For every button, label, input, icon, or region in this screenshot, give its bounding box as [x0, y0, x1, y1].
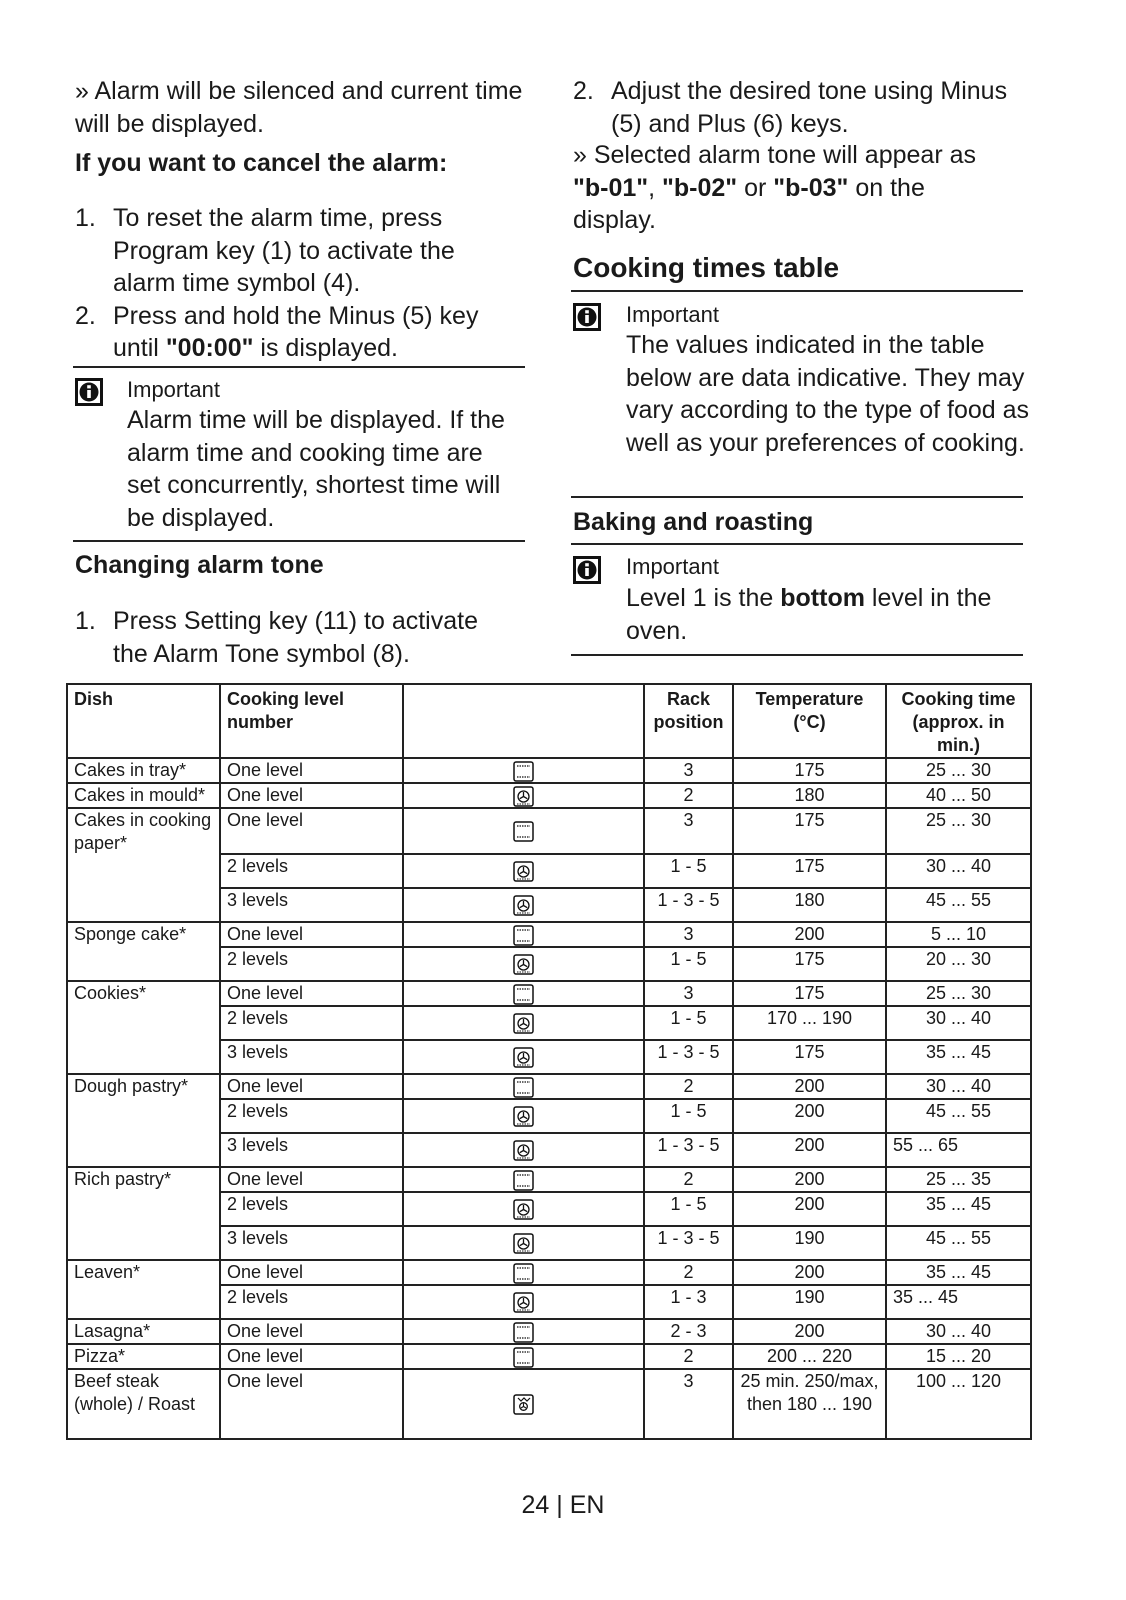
important-note-text: Alarm time will be displayed. If the alarm time and cooking time are set concurrently, shortest time will be displayed. — [127, 406, 505, 532]
heating-mode-cell — [403, 1074, 644, 1099]
rack-position-cell: 2 — [644, 1344, 733, 1369]
cooking-time-cell: 40 ... 50 — [886, 783, 1031, 808]
temperature-cell: 25 min. 250/max, then 180 ... 190 — [733, 1369, 886, 1439]
table-row — [67, 1319, 1031, 1344]
dish-cell: Cookies* — [67, 981, 220, 1074]
temperature-cell: 200 — [733, 1319, 886, 1344]
rack-position-cell: 1 - 3 - 5 — [644, 1133, 733, 1167]
cooking-level-cell: 2 levels — [220, 947, 403, 981]
cooking-times-table — [66, 683, 1032, 1440]
temperature-cell: 175 — [733, 758, 886, 783]
heating-mode-cell — [403, 1133, 644, 1167]
table-body — [67, 758, 1031, 1439]
temperature-cell: 180 — [733, 888, 886, 922]
rack-position-cell: 2 — [644, 1074, 733, 1099]
heating-mode-cell — [403, 1167, 644, 1192]
cooking-time-cell: 35 ... 45 — [886, 1040, 1031, 1074]
divider — [571, 290, 1023, 292]
rack-position-cell: 1 - 3 - 5 — [644, 888, 733, 922]
rack-position-cell: 2 - 3 — [644, 1319, 733, 1344]
heating-mode-cell — [403, 947, 644, 981]
temperature-cell: 200 — [733, 1167, 886, 1192]
fan-heating-icon — [513, 786, 534, 807]
fan-heating-icon — [513, 1233, 534, 1254]
dish-cell: Rich pastry* — [67, 1167, 220, 1260]
static-heating-icon — [513, 1322, 534, 1343]
cooking-level-cell: 2 levels — [220, 1099, 403, 1133]
cooking-time-cell: 55 ... 65 — [886, 1133, 1031, 1167]
static-heating-icon — [513, 925, 534, 946]
cooking-level-cell: 2 levels — [220, 1192, 403, 1226]
cooking-level-cell: 3 levels — [220, 888, 403, 922]
fan-heating-icon — [513, 1047, 534, 1068]
heating-mode-cell — [403, 1319, 644, 1344]
cooking-level-cell: One level — [220, 758, 403, 783]
cooking-level-cell: 2 levels — [220, 1285, 403, 1319]
rack-position-cell: 1 - 3 - 5 — [644, 1226, 733, 1260]
temperature-cell: 200 — [733, 1133, 886, 1167]
cooking-level-cell: 3 levels — [220, 1133, 403, 1167]
cooking-time-cell: 20 ... 30 — [886, 947, 1031, 981]
fan-heating-icon — [513, 1140, 534, 1161]
heating-mode-cell — [403, 1260, 644, 1285]
divider — [571, 654, 1023, 656]
cancel-alarm-heading: If you want to cancel the alarm: — [75, 149, 448, 177]
static-heating-icon — [513, 1077, 534, 1098]
heating-mode-cell — [403, 1369, 644, 1439]
cooking-time-cell: 30 ... 40 — [886, 1319, 1031, 1344]
cooking-level-cell: One level — [220, 1074, 403, 1099]
table-row — [67, 981, 1031, 1006]
rack-position-cell: 3 — [644, 1369, 733, 1439]
heating-mode-cell — [403, 1285, 644, 1319]
heating-mode-cell — [403, 888, 644, 922]
rack-position-cell: 3 — [644, 981, 733, 1006]
header-icon-col — [403, 684, 644, 758]
dish-cell: Pizza* — [67, 1344, 220, 1369]
heating-mode-cell — [403, 981, 644, 1006]
static-heating-icon — [513, 1170, 534, 1191]
rack-position-cell: 1 - 3 — [644, 1285, 733, 1319]
cooking-level-cell: 3 levels — [220, 1226, 403, 1260]
heating-mode-cell — [403, 1099, 644, 1133]
selected-tone-text: » Selected alarm tone will appear as "b-01", "b-02" or "b-03" on the display. — [573, 141, 977, 234]
static-heating-icon — [513, 821, 534, 842]
cooking-time-cell: 30 ... 40 — [886, 854, 1031, 888]
cooking-level-cell: One level — [220, 1260, 403, 1285]
cooking-time-cell: 45 ... 55 — [886, 1226, 1031, 1260]
temperature-cell: 200 — [733, 1099, 886, 1133]
divider — [571, 543, 1023, 545]
temperature-cell: 170 ... 190 — [733, 1006, 886, 1040]
rack-position-cell: 1 - 3 - 5 — [644, 1040, 733, 1074]
rack-position-cell: 3 — [644, 808, 733, 854]
cooking-level-cell: One level — [220, 1167, 403, 1192]
cooking-time-cell: 35 ... 45 — [886, 1192, 1031, 1226]
cooking-level-cell: One level — [220, 981, 403, 1006]
cooking-time-cell: 30 ... 40 — [886, 1006, 1031, 1040]
static-heating-icon — [513, 1263, 534, 1284]
table-row — [67, 922, 1031, 947]
cooking-time-cell: 25 ... 30 — [886, 758, 1031, 783]
table-row — [67, 1074, 1031, 1099]
dish-cell: Cakes in tray* — [67, 758, 220, 783]
heating-mode-cell — [403, 1226, 644, 1260]
header-cooking-level: Cooking level number — [220, 684, 403, 758]
temperature-cell: 180 — [733, 783, 886, 808]
baking-roasting-heading: Baking and roasting — [573, 508, 814, 536]
temperature-cell: 175 — [733, 1040, 886, 1074]
heating-mode-cell — [403, 783, 644, 808]
info-icon — [573, 303, 601, 331]
important-label: Important — [626, 554, 719, 579]
cooking-level-cell: 2 levels — [220, 854, 403, 888]
cancel-steps-list — [75, 202, 515, 365]
table-row — [67, 808, 1031, 854]
temperature-cell: 175 — [733, 981, 886, 1006]
heating-mode-cell — [403, 1006, 644, 1040]
temperature-cell: 200 — [733, 922, 886, 947]
important-label: Important — [127, 377, 220, 402]
static-heating-icon — [513, 1347, 534, 1368]
cancel-step-1: 1. To reset the alarm time, press Program key (1) to activate the alarm time symbol (4). — [75, 204, 455, 297]
header-dish: Dish — [67, 684, 220, 758]
dish-cell: Cakes in cooking paper* — [67, 808, 220, 922]
cooking-time-cell: 30 ... 40 — [886, 1074, 1031, 1099]
rack-position-cell: 2 — [644, 1260, 733, 1285]
cooking-level-cell: 2 levels — [220, 1006, 403, 1040]
temperature-cell: 175 — [733, 808, 886, 854]
divider — [73, 366, 525, 368]
heating-mode-cell — [403, 922, 644, 947]
important-label: Important — [626, 302, 719, 327]
rack-position-cell: 1 - 5 — [644, 1192, 733, 1226]
static-heating-icon — [513, 761, 534, 782]
cooking-time-cell: 100 ... 120 — [886, 1369, 1031, 1439]
rack-position-cell: 1 - 5 — [644, 1099, 733, 1133]
important-values-text: The values indicated in the table below are data indicative. They may vary according to the type of food as well as your preferences of cooking. — [626, 331, 1030, 457]
fan-heating-icon — [513, 895, 534, 916]
info-icon — [573, 556, 601, 584]
rack-position-cell: 2 — [644, 783, 733, 808]
dish-cell: Beef steak (whole) / Roast — [67, 1369, 220, 1439]
cooking-time-cell: 15 ... 20 — [886, 1344, 1031, 1369]
cooking-level-cell: One level — [220, 1319, 403, 1344]
temperature-cell: 175 — [733, 854, 886, 888]
heating-mode-cell — [403, 1344, 644, 1369]
cooking-time-cell: 45 ... 55 — [886, 888, 1031, 922]
dish-cell: Lasagna* — [67, 1319, 220, 1344]
rack-position-cell: 1 - 5 — [644, 947, 733, 981]
level-bottom-text: Level 1 is the bottom level in the oven. — [626, 584, 992, 645]
fan-heating-icon — [513, 1292, 534, 1313]
cooking-time-cell: 35 ... 45 — [886, 1285, 1031, 1319]
temperature-cell: 200 — [733, 1260, 886, 1285]
dish-cell: Sponge cake* — [67, 922, 220, 981]
temperature-cell: 200 — [733, 1074, 886, 1099]
cooking-time-cell: 45 ... 55 — [886, 1099, 1031, 1133]
cooking-level-cell: One level — [220, 808, 403, 854]
heating-mode-cell — [403, 758, 644, 783]
cooking-level-cell: One level — [220, 1344, 403, 1369]
rack-position-cell: 3 — [644, 922, 733, 947]
divider — [73, 540, 525, 542]
heating-mode-cell — [403, 854, 644, 888]
page-number: 24 | EN — [521, 1491, 605, 1519]
fan-heating-icon — [513, 1199, 534, 1220]
grill-fan-icon — [513, 1394, 534, 1415]
table-row — [67, 1260, 1031, 1285]
temperature-cell: 200 — [733, 1192, 886, 1226]
rack-position-cell: 1 - 5 — [644, 854, 733, 888]
table-row — [67, 783, 1031, 808]
table-row — [67, 1344, 1031, 1369]
header-rack: Rack position — [644, 684, 733, 758]
fan-heating-icon — [513, 1106, 534, 1127]
table-row — [67, 758, 1031, 783]
dish-cell: Dough pastry* — [67, 1074, 220, 1167]
temperature-cell: 200 ... 220 — [733, 1344, 886, 1369]
cancel-step-2: 2. Press and hold the Minus (5) key until "00:00" is displayed. — [75, 301, 479, 362]
temperature-cell: 175 — [733, 947, 886, 981]
changing-alarm-tone-heading: Changing alarm tone — [75, 551, 324, 579]
cooking-level-cell: 3 levels — [220, 1040, 403, 1074]
alarm-silenced-text: » Alarm will be silenced and current time will be displayed. — [75, 77, 523, 138]
cooking-time-cell: 25 ... 30 — [886, 808, 1031, 854]
divider — [571, 496, 1023, 498]
cooking-level-cell: One level — [220, 783, 403, 808]
heating-mode-cell — [403, 1192, 644, 1226]
cooking-time-cell: 25 ... 30 — [886, 981, 1031, 1006]
cooking-time-cell: 5 ... 10 — [886, 922, 1031, 947]
cooking-level-cell: One level — [220, 922, 403, 947]
cooking-times-heading: Cooking times table — [573, 252, 840, 283]
tone-step-1: 1. Press Setting key (11) to activate the Alarm Tone symbol (8). — [75, 607, 478, 668]
dish-cell: Leaven* — [67, 1260, 220, 1319]
cooking-time-cell: 25 ... 35 — [886, 1167, 1031, 1192]
table-row — [67, 1167, 1031, 1192]
fan-heating-icon — [513, 1013, 534, 1034]
dish-cell: Cakes in mould* — [67, 783, 220, 808]
cooking-time-cell: 35 ... 45 — [886, 1260, 1031, 1285]
rack-position-cell: 1 - 5 — [644, 1006, 733, 1040]
temperature-cell: 190 — [733, 1226, 886, 1260]
temperature-cell: 190 — [733, 1285, 886, 1319]
heating-mode-cell — [403, 808, 644, 854]
rack-position-cell: 2 — [644, 1167, 733, 1192]
info-icon — [75, 378, 103, 406]
fan-heating-icon — [513, 954, 534, 975]
fan-heating-icon — [513, 861, 534, 882]
cooking-level-cell: One level — [220, 1369, 403, 1439]
header-cooking-time: Cooking time (approx. in min.) — [886, 684, 1031, 758]
header-temperature: Temperature (°C) — [733, 684, 886, 758]
table-header-row — [67, 684, 1031, 758]
static-heating-icon — [513, 984, 534, 1005]
table-row — [67, 1369, 1031, 1439]
tone-step-2: 2. Adjust the desired tone using Minus (5) and Plus (6) keys. — [573, 77, 1008, 138]
tone-steps-list — [75, 605, 515, 670]
rack-position-cell: 3 — [644, 758, 733, 783]
heating-mode-cell — [403, 1040, 644, 1074]
